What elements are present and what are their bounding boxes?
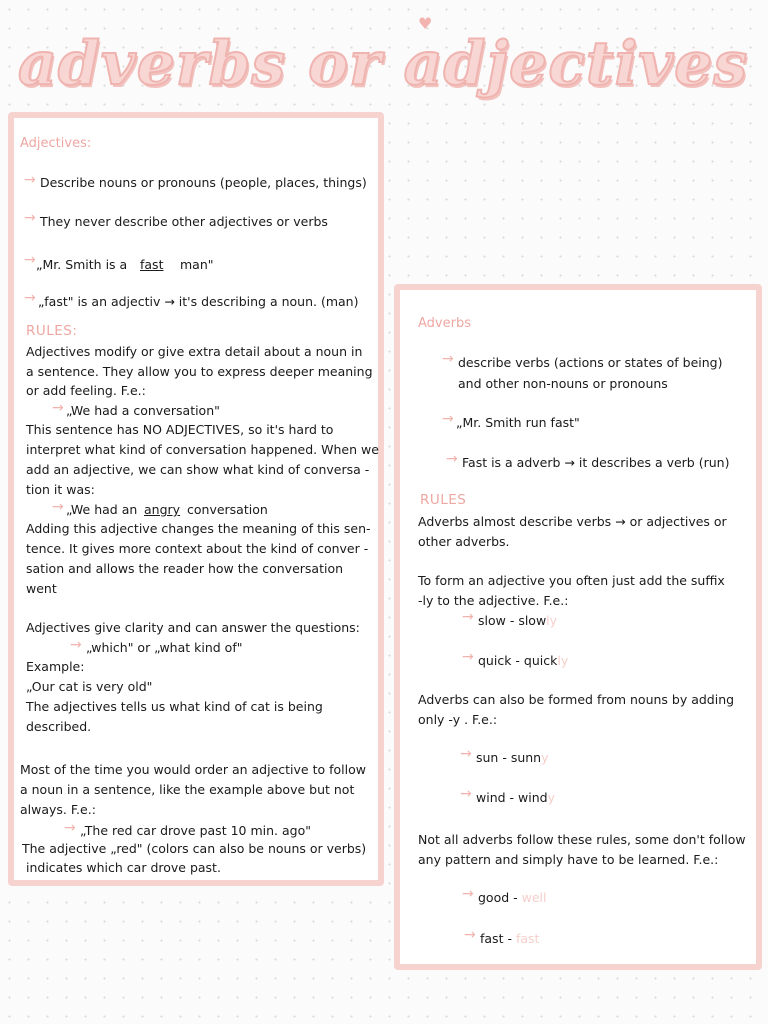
adverb-example xyxy=(480,931,539,947)
adverbs-rules-heading: RULES xyxy=(420,492,467,508)
rules-line: Adjectives modify or give extra detail about a noun in xyxy=(26,344,363,359)
right-arrow-icon: → xyxy=(64,820,76,836)
rules-line: went xyxy=(26,581,57,596)
right-arrow-icon: → xyxy=(70,637,82,653)
adverb-example xyxy=(478,653,568,669)
example-sentence-tail: conversation xyxy=(187,502,268,517)
adverb-example-suffix: well xyxy=(521,890,547,905)
heart-icon: ♥ xyxy=(418,14,433,33)
rules-line: only -y . F.e.: xyxy=(418,712,498,727)
adverb-example-suffix: ly xyxy=(546,613,558,628)
adverb-example-suffix: y xyxy=(547,790,555,805)
rules-line: Most of the time you would order an adjective to follow xyxy=(20,762,366,777)
adverbs-heading: Adverbs xyxy=(418,316,471,331)
rules-line: Adjectives give clarity and can answer the questions: xyxy=(26,620,360,635)
example-word: fast xyxy=(140,257,164,272)
rules-line: Example: xyxy=(26,659,85,674)
adverbs-point: and other non-nouns or pronouns xyxy=(458,376,668,391)
rules-line: The adjective „red" (colors can also be nouns or verbs) xyxy=(22,841,367,856)
rules-line: indicates which car drove past. xyxy=(26,860,221,875)
adjectives-rules-heading: RULES: xyxy=(26,323,78,339)
rules-line: tence. It gives more context about the kind of conver - xyxy=(26,541,369,556)
right-arrow-icon: → xyxy=(460,746,472,762)
example-sentence: „We had an xyxy=(66,502,138,517)
rules-line: other adverbs. xyxy=(418,534,510,549)
rules-line: Adding this adjective changes the meaning of this sen- xyxy=(26,521,371,536)
rules-line: This sentence has NO ADJECTIVES, so it's hard to xyxy=(26,422,334,437)
right-arrow-icon: → xyxy=(24,210,36,226)
adjectives-point: „Mr. Smith is a xyxy=(36,257,128,272)
example-word: angry xyxy=(144,502,181,517)
adverb-example xyxy=(476,750,549,766)
adjectives-point: They never describe other adjectives or verbs xyxy=(40,214,328,229)
adverbs-point: describe verbs (actions or states of being) xyxy=(458,355,723,370)
adjectives-point: „fast" is an adjectiv → it's describing a noun. (man) xyxy=(38,294,359,309)
rules-line: or add feeling. F.e.: xyxy=(26,383,146,398)
rules-line: sation and allows the reader how the conversation xyxy=(26,561,344,576)
rules-line: Not all adverbs follow these rules, some don't follow xyxy=(418,832,746,847)
rules-line: Adverbs can also be formed from nouns by adding xyxy=(418,692,735,707)
rules-line: described. xyxy=(26,719,92,734)
adverb-example-suffix: fast xyxy=(515,931,540,946)
rules-line: a sentence. They allow you to express deeper meaning xyxy=(26,364,373,379)
right-arrow-icon: → xyxy=(24,172,36,188)
right-arrow-icon: → xyxy=(442,351,454,367)
right-arrow-icon: → xyxy=(462,609,474,625)
adverb-example xyxy=(478,890,547,906)
rules-line: „Our cat is very old" xyxy=(26,679,153,694)
right-arrow-icon: → xyxy=(52,400,64,416)
rules-line: -ly to the adjective. F.e.: xyxy=(418,593,569,608)
adjectives-point: Describe nouns or pronouns (people, places, things) xyxy=(40,175,367,190)
adverbs-point: Fast is a adverb → it describes a verb (run) xyxy=(462,455,730,470)
adverb-example-base: wind - wind xyxy=(476,790,548,805)
right-arrow-icon: → xyxy=(52,499,64,515)
right-arrow-icon: → xyxy=(446,451,458,467)
rules-line: add an adjective, we can show what kind of conversa - xyxy=(26,462,370,477)
adjectives-heading: Adjectives: xyxy=(20,136,92,151)
rules-line: always. F.e.: xyxy=(20,802,96,817)
rules-line: Adverbs almost describe verbs → or adjectives or xyxy=(418,514,727,529)
rules-line: a noun in a sentence, like the example above but not xyxy=(20,782,355,797)
rules-line: any pattern and simply have to be learned. F.e.: xyxy=(418,852,719,867)
adverb-example-base: sun - sunn xyxy=(476,750,542,765)
adverbs-point: „Mr. Smith run fast" xyxy=(456,415,580,430)
adverb-example-base: good - xyxy=(478,890,522,905)
adverb-example xyxy=(476,790,555,806)
rules-line: To form an adjective you often just add the suffix xyxy=(418,573,725,588)
rules-line: interpret what kind of conversation happened. When we xyxy=(26,442,379,457)
right-arrow-icon: → xyxy=(462,886,474,902)
questions-line: „which" or „what kind of" xyxy=(86,640,243,655)
right-arrow-icon: → xyxy=(24,290,36,306)
page-title: adverbs or adjectives xyxy=(18,29,749,99)
adverb-example-base: quick - quick xyxy=(478,653,558,668)
right-arrow-icon: → xyxy=(462,649,474,665)
rules-line: tion it was: xyxy=(26,482,95,497)
adverb-example-suffix: ly xyxy=(557,653,569,668)
rules-line: The adjectives tells us what kind of cat is being xyxy=(26,699,323,714)
adverb-example-base: fast - xyxy=(480,931,516,946)
right-arrow-icon: → xyxy=(464,927,476,943)
right-arrow-icon: → xyxy=(24,252,36,268)
example-word-tail: man" xyxy=(180,257,214,272)
adverb-example-suffix: y xyxy=(541,750,549,765)
adverb-example xyxy=(478,613,557,629)
right-arrow-icon: → xyxy=(460,786,472,802)
adverb-example-base: slow - slow xyxy=(478,613,547,628)
example-sentence: „The red car drove past 10 min. ago" xyxy=(80,823,311,838)
right-arrow-icon: → xyxy=(442,411,454,427)
example-sentence: „We had a conversation" xyxy=(66,403,220,418)
